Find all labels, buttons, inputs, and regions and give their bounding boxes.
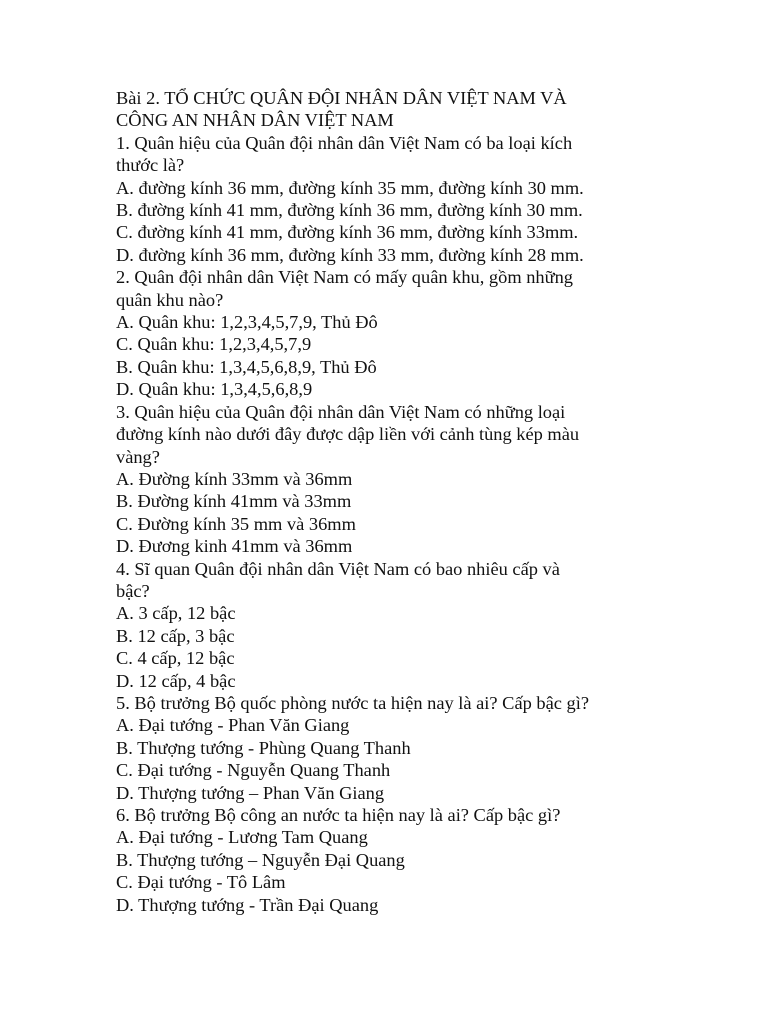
answer-option: C. Đường kính 35 mm và 36mm (116, 513, 356, 534)
question-list (116, 132, 656, 916)
answer-option: C. Đại tướng - Tô Lâm (116, 872, 286, 893)
answer-option: C. Quân khu: 1,2,3,4,5,7,9 (116, 334, 312, 355)
answer-option: A. Đại tướng - Phan Văn Giang (116, 715, 350, 736)
question-text: 5. Bộ trưởng Bộ quốc phòng nước ta hiện nay là ai? Cấp bậc gì? (116, 692, 589, 713)
question-text: 3. Quân hiệu của Quân đội nhân dân Việt Nam có những loại (116, 401, 566, 422)
answer-option: A. Đại tướng - Lương Tam Quang (116, 827, 368, 848)
answer-option: B. đường kính 41 mm, đường kính 36 mm, đường kính 30 mm. (116, 200, 583, 221)
question-text: đường kính nào dưới đây được dập liền với cảnh tùng kép màu (116, 424, 580, 445)
question-text: bậc? (116, 580, 150, 601)
answer-option: C. 4 cấp, 12 bậc (116, 648, 235, 669)
answer-option: B. Thượng tướng – Nguyễn Đại Quang (116, 849, 405, 870)
answer-option: B. Thượng tướng - Phùng Quang Thanh (116, 737, 411, 758)
answer-option: D. Thượng tướng - Trần Đại Quang (116, 894, 379, 915)
question-text: 4. Sĩ quan Quân đội nhân dân Việt Nam có bao nhiêu cấp và (116, 558, 560, 579)
question-text: 6. Bộ trưởng Bộ công an nước ta hiện nay là ai? Cấp bậc gì? (116, 805, 561, 825)
document-title-line-2: CÔNG AN NHÂN DÂN VIỆT NAM (116, 110, 394, 131)
question-text: quân khu nào? (116, 289, 224, 310)
answer-option: D. đường kính 36 mm, đường kính 33 mm, đường kính 28 mm. (116, 244, 584, 265)
answer-option: A. đường kính 36 mm, đường kính 35 mm, đường kính 30 mm. (116, 177, 584, 198)
question-text: 2. Quân đội nhân dân Việt Nam có mấy quân khu, gồm những (116, 267, 573, 288)
question-block (116, 132, 656, 266)
question-block (116, 558, 656, 692)
answer-option: D. Quân khu: 1,3,4,5,6,8,9 (116, 379, 313, 400)
answer-option: A. Quân khu: 1,2,3,4,5,7,9, Thủ Đô (116, 312, 378, 333)
answer-option: A. 3 cấp, 12 bậc (116, 603, 236, 624)
question-text: thước là? (116, 155, 185, 176)
answer-option: B. Quân khu: 1,3,4,5,6,8,9, Thủ Đô (116, 356, 377, 377)
answer-option: A. Đường kính 33mm và 36mm (116, 468, 353, 489)
question-block (116, 804, 656, 916)
document-title-line-1: Bài 2. TỔ CHỨC QUÂN ĐỘI NHÂN DÂN VIỆT NAM VÀ (116, 88, 567, 108)
question-block (116, 266, 656, 400)
answer-option: D. 12 cấp, 4 bậc (116, 670, 236, 691)
answer-option: D. Thượng tướng – Phan Văn Giang (116, 782, 385, 803)
question-block (116, 692, 656, 804)
answer-option: B. 12 cấp, 3 bậc (116, 625, 235, 646)
question-block (116, 401, 656, 558)
question-text: vàng? (116, 446, 160, 467)
answer-option: C. Đại tướng - Nguyễn Quang Thanh (116, 760, 391, 781)
answer-option: B. Đường kính 41mm và 33mm (116, 491, 352, 512)
answer-option: C. đường kính 41 mm, đường kính 36 mm, đường kính 33mm. (116, 222, 579, 243)
question-text: 1. Quân hiệu của Quân đội nhân dân Việt Nam có ba loại kích (116, 132, 573, 153)
answer-option: D. Đương kinh 41mm và 36mm (116, 536, 353, 557)
document-body (116, 87, 656, 916)
